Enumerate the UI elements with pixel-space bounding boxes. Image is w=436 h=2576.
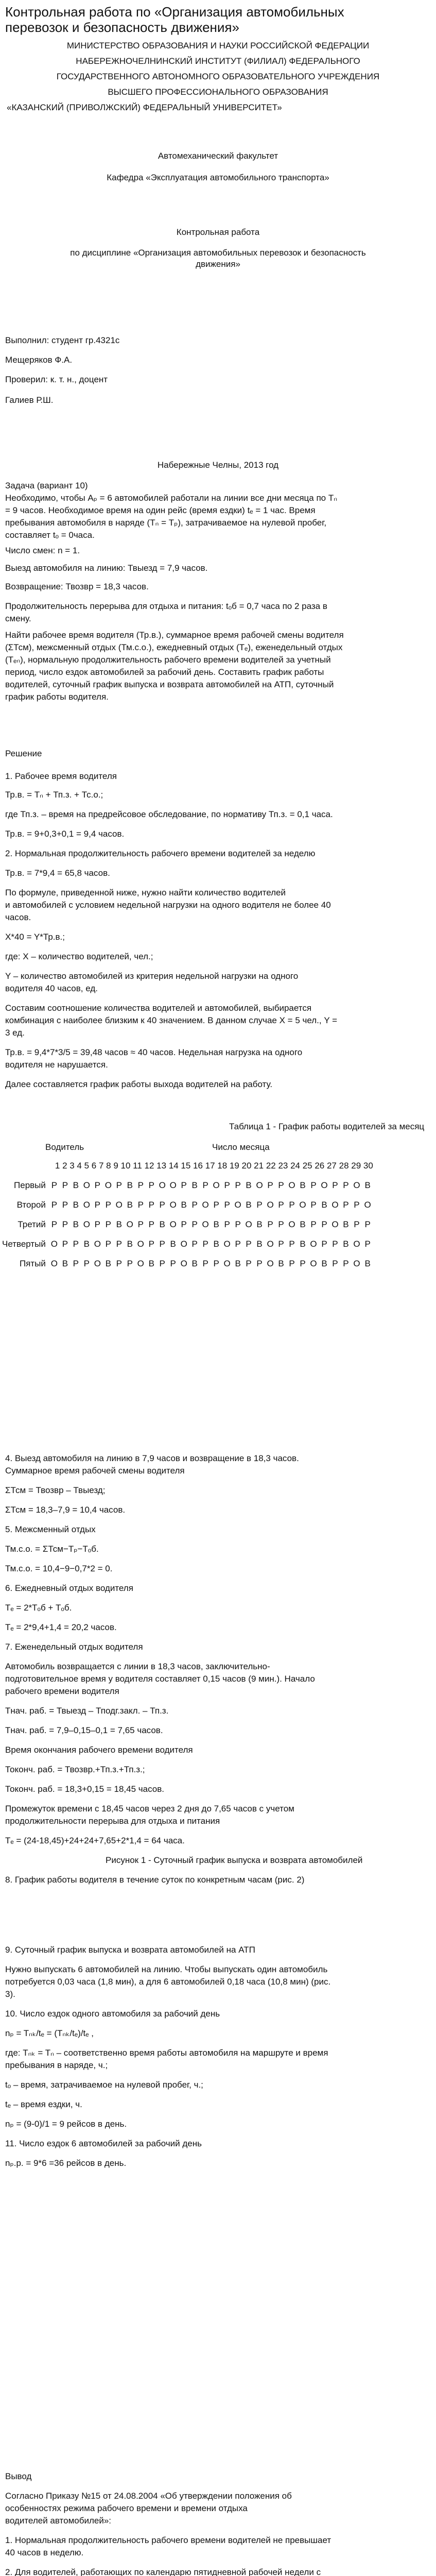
schedule-cell: В	[213, 1219, 219, 1229]
schedule-cell: Р	[127, 1259, 133, 1268]
conclusion-line: особенностях режима рабочего времени и времени отдыха	[5, 2503, 248, 2513]
ministry-line-3: ГОСУДАРСТВЕННОГО АВТОНОМНОГО ОБРАЗОВАТЕЛЬНОГО УЧРЕЖДЕНИЯ	[56, 72, 380, 81]
schedule-cell: Р	[354, 1200, 360, 1210]
schedule-cell: В	[246, 1180, 252, 1190]
schedule-cell: О	[223, 1239, 231, 1249]
solution-line: Токонч. раб. = 18,3+0,15 = 18,45 часов.	[5, 1784, 164, 1794]
schedule-cell: Р	[310, 1180, 317, 1190]
schedule-cell: О	[169, 1219, 177, 1229]
schedule-cell: Р	[235, 1180, 241, 1190]
schedule-cell: Р	[256, 1259, 263, 1268]
task-line: пребывания автомобиля в наряде (Тₙ = Тₚ), затрачиваемое на нулевой пробег,	[5, 518, 327, 528]
schedule-cell: В	[191, 1180, 198, 1190]
ministry-line-4: ВЫСШЕГО ПРОФЕССИОНАЛЬНОГО ОБРАЗОВАНИЯ	[108, 87, 328, 97]
schedule-cell: Р	[213, 1200, 219, 1210]
driver-label: Первый	[14, 1180, 46, 1190]
schedule-cell: Р	[62, 1239, 68, 1249]
table-row	[2, 1176, 373, 1195]
schedule-cell: О	[353, 1239, 360, 1249]
solution-line: Далее составляется график работы выхода водителей на работу.	[5, 1079, 273, 1089]
schedule-cell: Р	[267, 1219, 273, 1229]
schedule-cell: Р	[343, 1200, 349, 1210]
conclusion-line: 2. Для водителей, работающих по календарю пятидневной рабочей недели с	[5, 2567, 321, 2576]
solution-line: продолжительности перерыва для отдыха и питания	[5, 1816, 220, 1826]
faculty: Автомеханический факультет	[158, 151, 278, 161]
ministry-line-1: МИНИСТЕРСТВО ОБРАЗОВАНИЯ И НАУКИ РОССИЙСКОЙ ФЕДЕРАЦИИ	[66, 41, 370, 50]
schedule-cell: Р	[83, 1259, 90, 1268]
schedule-cell: Р	[278, 1239, 284, 1249]
schedule-cell: Р	[116, 1180, 122, 1190]
work-title: Контрольная работа	[176, 227, 260, 237]
solution-line: Y – количество автомобилей из критерия недельной нагрузки на одного	[5, 971, 299, 981]
schedule-cell: В	[181, 1200, 187, 1210]
table-row	[2, 1195, 373, 1215]
schedule-cell: О	[159, 1180, 166, 1190]
schedule-cell: Р	[62, 1200, 68, 1210]
schedule-cell: В	[73, 1200, 79, 1210]
schedule-cell: Р	[62, 1180, 68, 1190]
schedule-cell: О	[137, 1239, 144, 1249]
schedule-cell: В	[300, 1180, 306, 1190]
page-title-line-2: перевозок и безопасность движения»	[5, 20, 239, 35]
schedule-cell: Р	[181, 1180, 187, 1190]
schedule-cell: Р	[224, 1200, 230, 1210]
task-line: Продолжительность перерыва для отдыха и питания: tₒб = 0,7 часа по 2 раза в	[5, 601, 327, 611]
schedule-cell: В	[213, 1239, 219, 1249]
solution-line: водителя не нарушается.	[5, 1060, 108, 1070]
driver-label: Пятый	[19, 1259, 46, 1268]
solution-line: tₑ – время ездки, ч.	[5, 2099, 82, 2109]
schedule-cell: О	[310, 1239, 317, 1249]
solution-line: 8. График работы водителя в течение суток по конкретным часам (рис. 2)	[5, 1875, 305, 1885]
solution-line: nₚ = Tₙₖ/tₑ = (Tₙₖ/tₑ)/tₑ ,	[5, 2028, 94, 2038]
schedule-cell: О	[310, 1259, 317, 1268]
schedule-cell: Р	[289, 1239, 295, 1249]
solution-line: и автомобилей с условием недельной нагрузки на одного водителя не более 40	[5, 900, 331, 910]
schedule-cell: В	[73, 1219, 79, 1229]
task-line: смену.	[5, 614, 31, 623]
schedule-cell: О	[83, 1219, 90, 1229]
schedule-cell: В	[127, 1180, 133, 1190]
schedule-cell: О	[223, 1259, 231, 1268]
schedule-cell: О	[267, 1200, 274, 1210]
schedule-cell: О	[169, 1200, 177, 1210]
conclusion-line: водителей автомобилей»:	[5, 2516, 112, 2526]
solution-line: часов.	[5, 912, 31, 922]
discipline-line-1: по дисциплине «Организация автомобильных перевозок и безопасность	[70, 248, 366, 258]
solution-line: nₚ.р. = 9*6 =36 рейсов в день.	[5, 2158, 127, 2168]
schedule-cell: В	[364, 1180, 371, 1190]
solution-line: tₒ – время, затрачиваемое на нулевой пробег, ч.;	[5, 2080, 203, 2090]
solution-line: Тм.с.о. = ΣТсм−Тₚ−Тₒб.	[5, 1544, 99, 1554]
schedule-cell: Р	[73, 1259, 79, 1268]
solution-line: 3).	[5, 1989, 15, 1999]
solution-line: По формуле, приведенной ниже, нужно найти количество водителей	[5, 888, 286, 897]
schedule-cell: Р	[321, 1219, 327, 1229]
solution-line: nₚ = (9-0)/1 = 9 рейсов в день.	[5, 2119, 127, 2129]
solution-line: Нужно выпускать 6 автомобилей на линию. Чтобы выпускать один автомобиль	[5, 1964, 328, 1974]
solution-line: Тр.в. = 9+0,3+0,1 = 9,4 часов.	[5, 829, 125, 839]
schedule-cell: О	[115, 1200, 123, 1210]
table-header-cell	[2, 1156, 49, 1176]
schedule-cell: О	[94, 1239, 101, 1249]
schedule-cell: Р	[224, 1219, 230, 1229]
discipline-line-2: движения»	[196, 259, 240, 269]
schedule-cell: О	[234, 1200, 241, 1210]
schedule-cell: Р	[235, 1239, 241, 1249]
schedule-cell: Р	[278, 1219, 284, 1229]
schedule-cell: Р	[310, 1200, 317, 1210]
department: Кафедра «Эксплуатация автомобильного транспорта»	[107, 173, 329, 182]
ministry-line-5: «КАЗАНСКИЙ (ПРИВОЛЖСКИЙ) ФЕДЕРАЛЬНЫЙ УНИВЕРСИТЕТ»	[7, 103, 282, 112]
schedule-cell: О	[126, 1219, 133, 1229]
schedule-cell: Р	[278, 1180, 284, 1190]
schedule-cell: В	[116, 1219, 122, 1229]
schedule-cell: В	[321, 1200, 327, 1210]
schedule-cell: В	[256, 1239, 263, 1249]
schedule-cell: Р	[332, 1259, 338, 1268]
solution-line: подготовительное время у водителя составляет 0,15 часов (9 мин.). Начало	[5, 1674, 315, 1684]
schedule-cell: В	[235, 1259, 241, 1268]
solution-line: где: Tₙₖ = Tₙ – соответственно время работы автомобиля на маршруте и время	[5, 2048, 328, 2058]
schedule-cell: Р	[246, 1259, 252, 1268]
author-line: Проверил: к. т. н., доцент	[5, 375, 108, 384]
schedule-cell: Р	[105, 1219, 111, 1229]
solution-line: 5. Межсменный отдых	[5, 1524, 96, 1534]
schedule-cell: Р	[256, 1200, 263, 1210]
schedule-cell: В	[343, 1239, 349, 1249]
schedule-cell: Р	[116, 1239, 122, 1249]
solution-line: потребуется 0,03 часа (1,8 мин), а для 6 автомобилей 0,18 часа (10,8 мин) (рис.	[5, 1977, 331, 1987]
schedule-cell: О	[267, 1239, 274, 1249]
schedule-cell: Р	[300, 1259, 306, 1268]
task-line: Задача (вариант 10)	[5, 481, 88, 490]
solution-line: Тр.в. = 9,4*7*3/5 = 39,48 часов ≈ 40 часов. Недельная нагрузка на одного	[5, 1047, 303, 1057]
schedule-cell: В	[83, 1239, 90, 1249]
schedule-cell: Р	[159, 1200, 165, 1210]
driver-schedule-table	[2, 1156, 373, 1274]
solution-line: X*40 = Y*Тр.в.;	[5, 932, 65, 942]
schedule-cell: О	[94, 1259, 101, 1268]
schedule-cell: В	[148, 1259, 154, 1268]
schedule-cell: Р	[224, 1180, 230, 1190]
solution-line: Тнач. раб. = Твыезд – Тподг.закл. – Тп.з.	[5, 1706, 169, 1716]
schedule-cell: Р	[332, 1180, 338, 1190]
schedule-cell: О	[83, 1200, 90, 1210]
schedule-cell: В	[364, 1259, 371, 1268]
schedule-cell: О	[245, 1219, 252, 1229]
schedule-cell: О	[137, 1259, 144, 1268]
driver-label: Четвертый	[2, 1239, 46, 1249]
author-line: Галиев Р.Ш.	[5, 395, 54, 405]
schedule-cell: О	[288, 1219, 295, 1229]
schedule-cell: Р	[202, 1180, 208, 1190]
task-line: Возвращение: Твозвр = 18,3 часов.	[5, 582, 149, 591]
task-line: Найти рабочее время водителя (Тр.в.), суммарное время рабочей смены водителя	[5, 630, 344, 640]
schedule-cell: В	[159, 1219, 165, 1229]
schedule-cell: Р	[181, 1219, 187, 1229]
schedule-cell: О	[353, 1259, 360, 1268]
schedule-cell: Р	[94, 1200, 100, 1210]
schedule-cell: Р	[105, 1239, 111, 1249]
solution-line: Тм.с.о. = 10,4−9−0,7*2 = 0.	[5, 1564, 113, 1573]
schedule-cell: Р	[170, 1259, 176, 1268]
schedule-cell: В	[300, 1219, 306, 1229]
schedule-cell: О	[267, 1259, 274, 1268]
schedule-cell: Р	[148, 1200, 154, 1210]
solution-line: ΣТсм = Твозвр – Твыезд;	[5, 1485, 106, 1495]
schedule-cell: Р	[289, 1259, 295, 1268]
author-line: Мещеряков Ф.А.	[5, 355, 73, 365]
schedule-cell: В	[62, 1259, 68, 1268]
schedule-cell: Р	[267, 1180, 273, 1190]
schedule-cell: Р	[51, 1200, 58, 1210]
schedule-cell: О	[180, 1239, 187, 1249]
schedule-cell: Р	[364, 1219, 371, 1229]
schedule-cell: Р	[191, 1200, 198, 1210]
schedule-cell: Р	[343, 1180, 349, 1190]
task-line: Число смен: n = 1.	[5, 546, 80, 555]
solution-line: 6. Ежедневный отдых водителя	[5, 1583, 133, 1593]
solution-line: Составим соотношение количества водителей и автомобилей, выбирается	[5, 1003, 312, 1013]
column-header-driver: Водитель	[45, 1142, 84, 1152]
schedule-cell: Р	[278, 1200, 284, 1210]
table-row	[2, 1254, 373, 1274]
table-row	[2, 1215, 373, 1234]
schedule-cell: О	[364, 1200, 371, 1210]
schedule-cell: Р	[148, 1219, 154, 1229]
schedule-cell: Р	[191, 1239, 198, 1249]
schedule-cell: О	[353, 1180, 360, 1190]
schedule-cell: Р	[354, 1219, 360, 1229]
solution-line: пребывания в наряде, ч.;	[5, 2060, 108, 2070]
schedule-cell: Р	[148, 1180, 154, 1190]
schedule-cell: Р	[137, 1180, 144, 1190]
schedule-cell: Р	[116, 1259, 122, 1268]
task-line: (ΣТсм), межсменный отдых (Тм.с.о.), ежедневный отдых (Тₑ), еженедельный отдых	[5, 642, 343, 652]
solution-line: 10. Число ездок одного автомобиля за рабочий день	[5, 2009, 220, 2019]
task-line: Выезд автомобиля на линию: Твыезд = 7,9 часов.	[5, 563, 208, 573]
schedule-cell: О	[332, 1219, 339, 1229]
solution-line: Решение	[5, 749, 42, 758]
solution-line: Тₑ = 2*Тₒб + Тₒб.	[5, 1603, 72, 1613]
schedule-cell: О	[202, 1219, 209, 1229]
schedule-cell: О	[83, 1180, 90, 1190]
schedule-cell: Р	[191, 1219, 198, 1229]
schedule-cell: В	[321, 1259, 327, 1268]
solution-line: Тₑ = (24-18,45)+24+24+7,65+2*1,4 = 64 часа.	[5, 1836, 185, 1845]
solution-line: комбинация с наиболее близким к 40 значением. В данном случае X = 5 чел., Y =	[5, 1015, 338, 1025]
solution-line: Суммарное время рабочей смены водителя	[5, 1466, 185, 1476]
table-row	[2, 1234, 373, 1254]
schedule-cell: О	[299, 1200, 306, 1210]
driver-label: Третий	[18, 1219, 46, 1229]
solution-line: 3 ед.	[5, 1028, 25, 1038]
driver-label: Второй	[16, 1200, 46, 1210]
schedule-cell: О	[202, 1200, 209, 1210]
task-line: (Тₑₙ), нормальную продолжительность рабочего времени водителей за учетный	[5, 655, 331, 665]
schedule-cell: О	[169, 1180, 177, 1190]
schedule-cell: Р	[94, 1219, 100, 1229]
solution-line: ΣТсм = 18,3–7,9 = 10,4 часов.	[5, 1505, 126, 1515]
schedule-cell: О	[256, 1180, 263, 1190]
task-line: Необходимо, чтобы Аₚ = 6 автомобилей работали на линии все дни месяца по Тₙ	[5, 493, 337, 503]
schedule-cell: В	[300, 1239, 306, 1249]
task-line: водителей, суточный график выпуска и возврата автомобилей на АТП, суточный	[5, 680, 334, 689]
schedule-cell: Р	[289, 1200, 295, 1210]
schedule-cell: Р	[159, 1259, 165, 1268]
schedule-cell: Р	[51, 1180, 58, 1190]
schedule-cell: Р	[51, 1219, 58, 1229]
schedule-cell: Р	[310, 1219, 317, 1229]
schedule-cell: О	[104, 1180, 112, 1190]
solution-line: Тр.в. = 7*9,4 = 65,8 часов.	[5, 868, 110, 878]
schedule-cell: О	[50, 1239, 58, 1249]
solution-line: 7. Еженедельный отдых водителя	[5, 1642, 143, 1652]
solution-line: 2. Нормальная продолжительность рабочего времени водителей за неделю	[5, 849, 316, 858]
schedule-cell: В	[127, 1239, 133, 1249]
page-title-line-1: Контрольная работа по «Организация автомобильных	[5, 4, 344, 20]
schedule-cell: В	[191, 1259, 198, 1268]
solution-line: 4. Выезд автомобиля на линию в 7,9 часов и возвращение в 18,3 часов.	[5, 1453, 299, 1463]
solution-line: Время окончания рабочего времени водителя	[5, 1745, 193, 1755]
schedule-cell: Р	[94, 1180, 100, 1190]
schedule-cell: Р	[321, 1239, 327, 1249]
schedule-cell: О	[213, 1180, 220, 1190]
column-header-days: Число месяца	[212, 1142, 270, 1152]
schedule-cell: В	[246, 1200, 252, 1210]
schedule-cell: О	[321, 1180, 328, 1190]
conclusion-line: 1. Нормальная продолжительность рабочего времени водителей не превышает	[5, 2535, 332, 2545]
schedule-cell: Р	[332, 1239, 338, 1249]
schedule-cell: В	[278, 1259, 284, 1268]
schedule-cell: Р	[202, 1239, 208, 1249]
task-line: период, число ездок автомобилей за рабочий день. Составить график работы	[5, 667, 324, 677]
conclusion-line: Согласно Приказу №15 от 24.08.2004 «Об утверждении положения об	[5, 2491, 292, 2501]
schedule-cell: В	[105, 1259, 111, 1268]
schedule-cell: О	[50, 1259, 58, 1268]
solution-line: где: X – количество водителей, чел.;	[5, 952, 153, 961]
conclusion-line: Вывод	[5, 2471, 32, 2481]
schedule-cell: Р	[343, 1259, 349, 1268]
solution-line: Тнач. раб. = 7,9–0,15–0,1 = 7,65 часов.	[5, 1725, 163, 1735]
solution-line: Токонч. раб. = Твозвр.+Тп.з.+Тп.з.;	[5, 1765, 145, 1774]
author-line: Выполнил: студент гр.4321с	[5, 335, 120, 345]
solution-line: Тр.в. = Тₙ + Тп.з. + Тс.о.;	[5, 790, 103, 800]
schedule-cell: В	[127, 1200, 133, 1210]
solution-line: 1. Рабочее время водителя	[5, 771, 117, 781]
schedule-cell: Р	[148, 1239, 154, 1249]
solution-line: Тₑ = 2*9,4+1,4 = 20,2 часов.	[5, 1622, 117, 1632]
schedule-cell: Р	[62, 1219, 68, 1229]
solution-line: Промежуток времени с 18,45 часов через 2 дня до 7,65 часов с учетом	[5, 1804, 294, 1814]
schedule-cell: В	[170, 1239, 176, 1249]
solution-line: 11. Число ездок 6 автомобилей за рабочий день	[5, 2139, 202, 2148]
solution-line: водителя 40 часов, ед.	[5, 984, 98, 993]
schedule-cell: В	[256, 1219, 263, 1229]
schedule-cell: Р	[105, 1200, 111, 1210]
schedule-cell: Р	[213, 1259, 219, 1268]
schedule-cell: Р	[159, 1239, 165, 1249]
schedule-cell: В	[73, 1180, 79, 1190]
task-line: = 9 часов. Необходимое время на один рейс (время ездки) tₑ = 1 час. Время	[5, 505, 316, 515]
schedule-cell: Р	[73, 1239, 79, 1249]
schedule-cell: Р	[364, 1239, 371, 1249]
table-caption: Таблица 1 - График работы водителей за месяц	[229, 1122, 425, 1131]
task-line: график работы водителя.	[5, 692, 109, 702]
solution-line: рабочего времени водителя	[5, 1686, 119, 1696]
schedule-cell: О	[332, 1200, 339, 1210]
solution-line: 9. Суточный график выпуска и возврата автомобилей на АТП	[5, 1945, 255, 1955]
day-numbers: 1 2 3 4 5 6 7 8 9 10 11 12 13 14 15 16 17 18 19 20 21 22 23 24 25 26 27 28 29 30	[55, 1161, 373, 1171]
schedule-cell: О	[288, 1180, 295, 1190]
conclusion-line: 40 часов в неделю.	[5, 2548, 84, 2557]
schedule-cell: Р	[202, 1259, 208, 1268]
schedule-cell: О	[180, 1259, 187, 1268]
schedule-cell: Р	[235, 1219, 241, 1229]
schedule-cell: Р	[246, 1239, 252, 1249]
schedule-cell: Р	[137, 1219, 144, 1229]
schedule-cell: В	[343, 1219, 349, 1229]
ministry-line-2: НАБЕРЕЖНОЧЕЛНИНСКИЙ ИНСТИТУТ (ФИЛИАЛ) ФЕДЕРАЛЬНОГО	[76, 56, 360, 66]
city-year: Набережные Челны, 2013 год	[157, 460, 279, 470]
solution-line: Автомобиль возвращается с линии в 18,3 часов, заключительно-	[5, 1662, 270, 1671]
figure-caption: Рисунок 1 - Суточный график выпуска и возврата автомобилей	[106, 1855, 363, 1865]
schedule-cell: Р	[137, 1200, 144, 1210]
solution-line: где Тп.з. – время на предрейсовое обследование, по нормативу Тп.з. = 0,1 часа.	[5, 809, 333, 819]
table-header-row	[2, 1156, 373, 1176]
task-line: составляет tₒ = 0часа.	[5, 530, 95, 540]
